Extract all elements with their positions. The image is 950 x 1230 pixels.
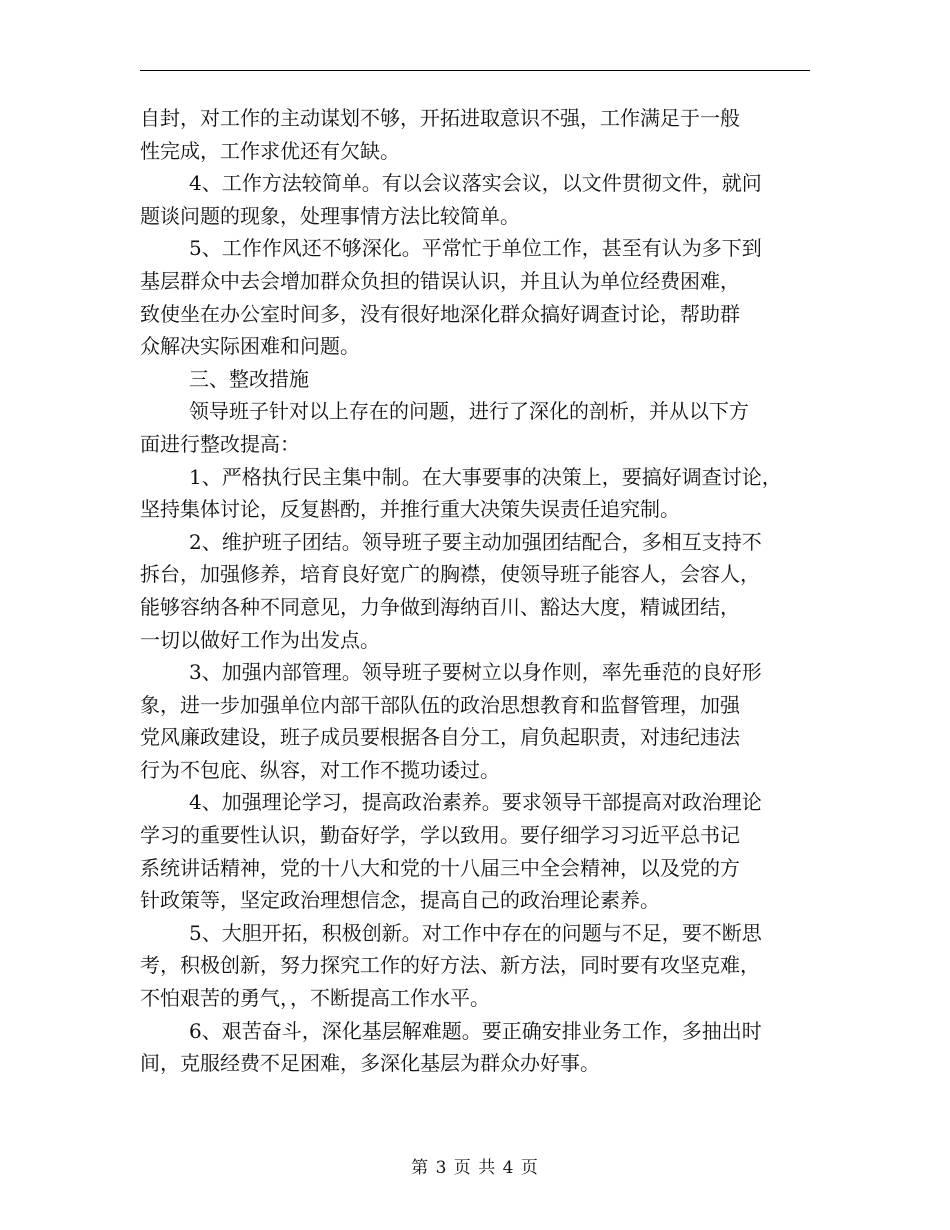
text-line: 3、加强内部管理。领导班子要树立以身作则，率先垂范的良好形	[189, 660, 762, 685]
text-line: 题谈问题的现象，处理事情方法比较简单。	[140, 203, 520, 228]
text-line: 自封，对工作的主动谋划不够，开拓进取意识不强，工作满足于一般	[140, 106, 740, 130]
text-line: 1、严格执行民主集中制。在大事要事的决策上，要搞好调查讨论，	[189, 464, 782, 489]
text-line: 性完成，工作求优还有欠缺。	[140, 138, 400, 163]
text-line: 系统讲话精神，党的十八大和党的十八届三中全会精神，以及党的方	[140, 855, 740, 880]
text-line: 面进行整改提高：	[140, 431, 300, 456]
text-line: 能够容纳各种不同意见，力争做到海纳百川、豁达大度，精诚团结，	[140, 594, 740, 619]
text-line: 一切以做好工作为出发点。	[140, 627, 380, 652]
text-line: 针政策等，坚定政治理想信念，提高自己的政治理论素养。	[140, 888, 660, 913]
text-line: 4、工作方法较简单。有以会议落实会议，以文件贯彻文件，就问	[189, 171, 762, 196]
text-line: 间，克服经费不足困难，多深化基层为群众办好事。	[140, 1051, 600, 1076]
text-line: 坚持集体讨论，反复斟酌，并推行重大决策失误责任追究制。	[140, 497, 680, 522]
page-footer: 第 3 页 共 4 页	[411, 1158, 539, 1178]
text-line: 致使坐在办公室时间多，没有很好地深化群众搞好调查讨论，帮助群	[140, 301, 740, 326]
text-line: 不怕艰苦的勇气，，不断提高工作水平。	[140, 986, 490, 1011]
text-line: 5、大胆开拓，积极创新。对工作中存在的问题与不足，要不断思	[189, 920, 762, 945]
text-line: 基层群众中去会增加群众负担的错误认识，并且认为单位经费困难，	[140, 268, 740, 293]
header-rule	[140, 70, 810, 71]
text-line: 党风廉政建设，班子成员要根据各自分工，肩负起职责，对违纪违法	[140, 725, 740, 750]
text-line: 学习的重要性认识，勤奋好学，学以致用。要仔细学习习近平总书记	[140, 823, 740, 848]
text-line: 4、加强理论学习，提高政治素养。要求领导干部提高对政治理论	[189, 790, 762, 815]
text-line: 象，进一步加强单位内部干部队伍的政治思想教育和监督管理，加强	[140, 692, 740, 717]
text-line: 5、工作作风还不够深化。平常忙于单位工作，甚至有认为多下到	[189, 236, 762, 261]
text-line: 拆台，加强修养，培育良好宽广的胸襟，使领导班子能容人，会容人，	[140, 562, 760, 587]
text-line: 2、维护班子团结。领导班子要主动加强团结配合，多相互支持不	[189, 529, 762, 554]
text-line: 考，积极创新，努力探究工作的好方法、新方法，同时要有攻坚克难，	[140, 953, 760, 978]
text-line: 三、整改措施	[189, 366, 309, 391]
document-body	[140, 102, 820, 1080]
text-line: 6、艰苦奋斗，深化基层解难题。要正确安排业务工作，多抽出时	[189, 1018, 762, 1043]
text-line: 众解决实际困难和问题。	[140, 334, 360, 359]
text-line: 领导班子针对以上存在的问题，进行了深化的剖析，并从以下方	[189, 399, 749, 424]
text-line: 行为不包庇、纵容，对工作不揽功诿过。	[140, 757, 500, 782]
